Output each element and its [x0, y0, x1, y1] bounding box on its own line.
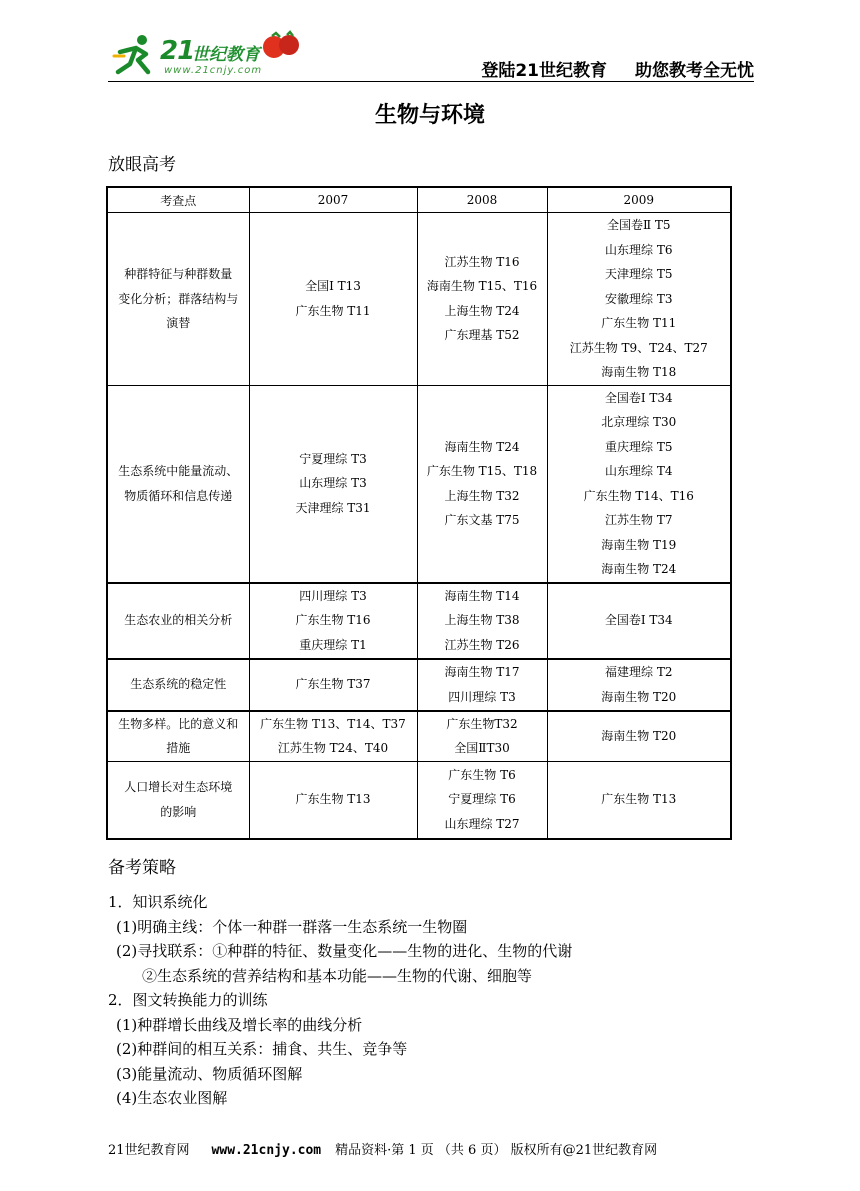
exam-reference: 广东生物 T37: [295, 677, 371, 692]
exam-reference: 广东生物 T16: [295, 613, 371, 628]
exam-reference: 全国卷Ⅰ T34: [604, 613, 673, 628]
table-header-row: [107, 187, 731, 213]
topic-cell: [107, 761, 249, 839]
table-row: [107, 583, 731, 659]
runner-icon: [112, 34, 156, 76]
exam-reference: 海南生物 T17: [444, 665, 520, 679]
cell-2008: [417, 385, 547, 583]
cell-2009: [547, 761, 731, 839]
cell-2008: [417, 583, 547, 659]
exam-reference: 四川理综 T3: [299, 588, 367, 603]
strategy-line: (3)能量流动、物质循环图解: [116, 1064, 303, 1083]
table-row: [107, 213, 731, 386]
site-logo[interactable]: [108, 28, 308, 80]
page-header: [108, 28, 754, 82]
topic-text: 措施: [166, 741, 191, 755]
section-heading-strategy: 备考策略: [108, 858, 176, 878]
exam-reference: 海南生物 T14: [444, 588, 520, 603]
strategy-line: (2)寻找联系：①种群的特征、数量变化——生物的进化、生物的代谢: [116, 942, 573, 960]
topic-text: 生态农业的相关分析: [124, 613, 233, 628]
topic-text: 生物多样。比的意义和: [118, 716, 239, 731]
topic-text: 人口增长对生态环境: [124, 780, 233, 794]
cell-2009: [547, 711, 731, 762]
exam-reference: 全国ⅡT30: [454, 741, 510, 755]
footer-info: 精品资料·第 1 页 （共 6 页） 版权所有@21世纪教育网: [335, 1143, 658, 1158]
cell-2008: [417, 213, 547, 386]
col-header-2009: 2009: [547, 187, 731, 213]
page-footer: [108, 1139, 657, 1158]
table-row: [107, 711, 731, 762]
exam-reference: 山东理综 T6: [605, 242, 673, 257]
exam-reference: 广东理基 T52: [444, 328, 520, 343]
topic-text: 物质循环和信息传递: [124, 488, 233, 503]
page-title: 生物与环境: [374, 103, 485, 128]
exam-reference: 安徽理综 T3: [605, 291, 673, 306]
table-row: [107, 385, 731, 583]
exam-reference: 重庆理综 T5: [605, 439, 673, 454]
exam-reference: 山东理综 T3: [299, 476, 367, 491]
strategy-line: (1)种群增长曲线及增长率的曲线分析: [116, 1015, 363, 1034]
exam-reference: 宁夏理综 T6: [448, 792, 516, 807]
cell-2007: [249, 385, 417, 583]
topic-text: 的影响: [160, 804, 197, 819]
cell-2009: [547, 213, 731, 386]
strategy-line: ②生态系统的营养结构和基本功能——生物的代谢、细胞等: [142, 966, 533, 985]
exam-reference: 福建理综 T2: [605, 665, 673, 679]
table-row: [107, 659, 731, 711]
exam-reference: 海南生物 T18: [601, 365, 677, 379]
exam-reference: 全国卷Ⅰ T34: [604, 390, 673, 405]
exam-reference: 上海生物 T38: [444, 613, 520, 628]
strategy-line: 1．知识系统化: [108, 893, 208, 911]
strategy-line: (2)种群间的相互关系：捕食、共生、竞争等: [116, 1040, 408, 1058]
exam-reference: 广东生物 T14、T16: [583, 488, 694, 503]
cell-2008: [417, 659, 547, 711]
topic-text: 演替: [166, 316, 191, 330]
footer-web-link[interactable]: www.21cnjy.com: [211, 1143, 322, 1158]
exam-reference: 海南生物 T15、T16: [426, 279, 538, 294]
strategy-line: 2．图文转换能力的训练: [108, 991, 268, 1009]
slogan-right: 助您教考全无忧: [635, 61, 754, 81]
footer-site: 21世纪教育网: [108, 1143, 190, 1158]
cell-2009: [547, 583, 731, 659]
exam-reference: 广东生物 T6: [448, 767, 516, 782]
topic-cell: [107, 659, 249, 711]
exam-table: [106, 186, 732, 840]
exam-reference: 上海生物 T24: [444, 303, 520, 318]
section-heading-exam: 放眼高考: [108, 155, 176, 175]
col-header-2007: 2007: [249, 187, 417, 213]
topic-text: 变化分析；群落结构与: [118, 291, 239, 306]
col-header-2008: 2008: [417, 187, 547, 213]
exam-reference: 天津理综 T5: [605, 267, 673, 281]
cell-2009: [547, 659, 731, 711]
exam-reference: 江苏生物 T26: [444, 637, 520, 652]
topic-cell: [107, 583, 249, 659]
header-divider: [108, 81, 754, 82]
exam-reference: 宁夏理综 T3: [299, 451, 367, 466]
cell-2007: [249, 213, 417, 386]
exam-reference: 广东生物 T11: [295, 303, 371, 318]
col-header-topic: 考查点: [107, 187, 249, 213]
topic-text: 生态系统中能量流动、: [118, 464, 239, 478]
cell-2007: [249, 583, 417, 659]
strategy-line: (1)明确主线：个体一种群一群落一生态系统一生物圈: [116, 917, 468, 936]
cell-2008: [417, 761, 547, 839]
cell-2007: [249, 659, 417, 711]
exam-reference: 广东生物 T13: [601, 792, 677, 807]
exam-reference: 江苏生物 T16: [444, 254, 520, 269]
logo-brand: 世纪教育: [192, 45, 260, 65]
exam-reference: 海南生物 T20: [601, 689, 677, 704]
exam-reference: 江苏生物 T7: [605, 513, 673, 527]
cell-2009: [547, 385, 731, 583]
exam-reference: 山东理综 T27: [444, 816, 520, 831]
slogan-left: 登陆21世纪教育: [481, 61, 607, 81]
topic-cell: [107, 711, 249, 762]
exam-reference: 江苏生物 T24、T40: [277, 741, 389, 755]
logo-url: www.21cnjy.com: [164, 65, 263, 76]
tomato-icon: [258, 30, 302, 60]
exam-reference: 广东生物 T13: [295, 792, 371, 807]
topic-text: 生态系统的稳定性: [130, 677, 227, 692]
exam-reference: 海南生物 T20: [601, 728, 677, 743]
topic-cell: [107, 385, 249, 583]
exam-reference: 海南生物 T24: [444, 439, 520, 454]
cell-2007: [249, 761, 417, 839]
exam-reference: 广东生物T32: [446, 716, 518, 731]
exam-reference: 海南生物 T19: [601, 537, 677, 552]
exam-reference: 重庆理综 T1: [299, 637, 367, 652]
table-row: [107, 761, 731, 839]
exam-reference: 全国卷Ⅱ T5: [606, 218, 671, 232]
topic-cell: [107, 213, 249, 386]
logo-number: 21: [160, 36, 195, 66]
exam-reference: 江苏生物 T9、T24、T27: [569, 340, 708, 355]
strategy-line: (4)生态农业图解: [116, 1089, 228, 1107]
exam-reference: 山东理综 T4: [605, 464, 673, 478]
exam-reference: 广东生物 T11: [601, 316, 677, 330]
strategy-list: [108, 890, 748, 1111]
exam-reference: 上海生物 T32: [444, 488, 520, 503]
exam-reference: 广东文基 T75: [444, 513, 520, 527]
exam-reference: 广东生物 T13、T14、T37: [260, 716, 406, 731]
exam-reference: 全国Ⅰ T13: [305, 279, 361, 294]
exam-reference: 天津理综 T31: [295, 500, 371, 515]
exam-reference: 四川理综 T3: [448, 689, 516, 704]
exam-reference: 广东生物 T15、T18: [426, 464, 538, 478]
cell-2008: [417, 711, 547, 762]
exam-reference: 北京理综 T30: [601, 415, 677, 429]
header-slogan: [481, 56, 754, 81]
topic-text: 种群特征与种群数量: [124, 267, 233, 281]
exam-reference: 海南生物 T24: [601, 562, 677, 576]
cell-2007: [249, 711, 417, 762]
